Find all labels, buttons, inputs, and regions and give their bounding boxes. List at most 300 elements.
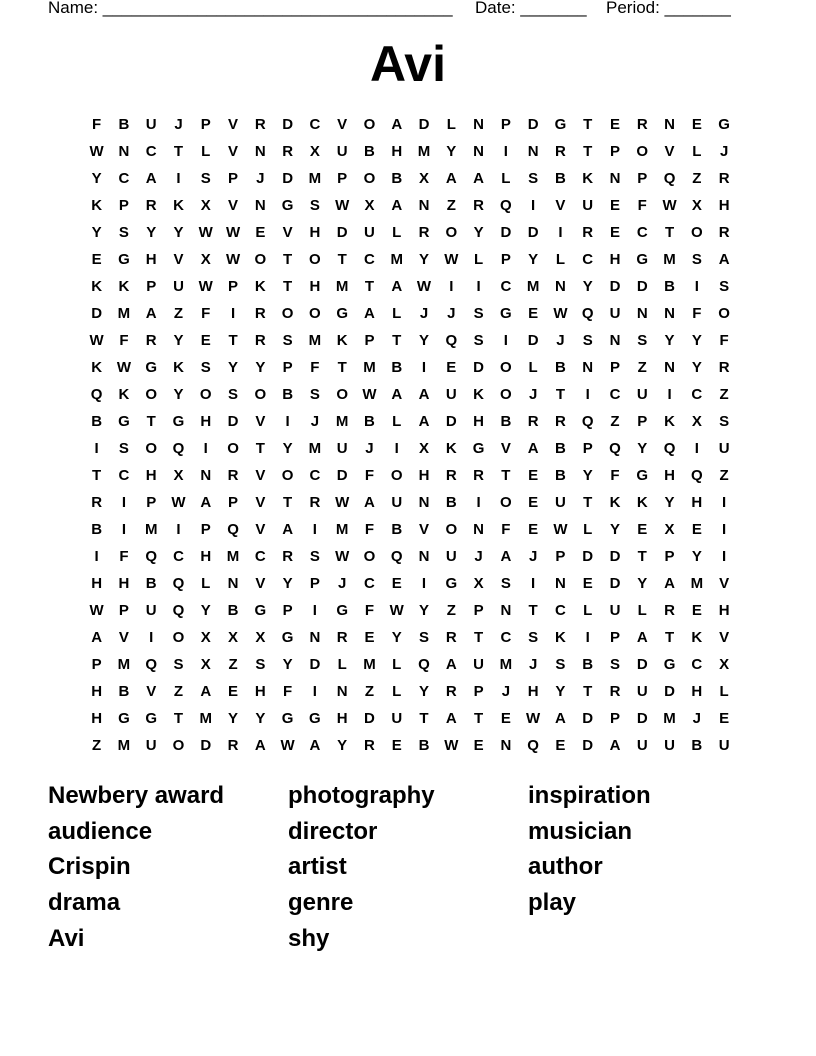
grid-cell[interactable]: E: [609, 116, 620, 133]
grid-cell[interactable]: C: [636, 224, 648, 241]
grid-cell[interactable]: S: [528, 170, 539, 187]
grid-cell[interactable]: A: [445, 656, 457, 673]
grid-cell[interactable]: R: [282, 143, 294, 160]
grid-cell[interactable]: F: [719, 332, 729, 349]
grid-cell[interactable]: E: [582, 575, 593, 592]
grid-cell[interactable]: T: [364, 278, 375, 295]
grid-cell[interactable]: S: [118, 440, 129, 457]
grid-cell[interactable]: J: [692, 710, 701, 727]
grid-cell[interactable]: I: [503, 332, 508, 349]
grid-cell[interactable]: S: [200, 359, 211, 376]
grid-cell[interactable]: A: [445, 710, 457, 727]
grid-cell[interactable]: U: [718, 737, 730, 754]
grid-cell[interactable]: V: [255, 521, 266, 538]
grid-cell[interactable]: U: [555, 494, 566, 511]
grid-cell[interactable]: J: [419, 305, 429, 322]
grid-cell[interactable]: W: [198, 224, 213, 241]
grid-cell[interactable]: N: [664, 305, 675, 322]
grid-cell[interactable]: B: [391, 359, 403, 376]
grid-cell[interactable]: S: [228, 386, 239, 403]
grid-cell[interactable]: O: [445, 521, 458, 538]
grid-cell[interactable]: Z: [719, 386, 729, 403]
grid-cell[interactable]: I: [722, 521, 727, 538]
grid-cell[interactable]: H: [718, 602, 730, 619]
grid-cell[interactable]: P: [118, 602, 129, 619]
grid-cell[interactable]: E: [500, 710, 511, 727]
grid-cell[interactable]: T: [583, 116, 593, 133]
grid-cell[interactable]: U: [636, 737, 648, 754]
grid-cell[interactable]: I: [176, 170, 181, 187]
grid-cell[interactable]: D: [364, 710, 375, 727]
grid-cell[interactable]: R: [664, 602, 675, 619]
grid-cell[interactable]: D: [609, 575, 621, 592]
grid-cell[interactable]: U: [145, 737, 157, 754]
grid-cell[interactable]: Y: [582, 467, 593, 484]
grid-cell[interactable]: B: [555, 170, 566, 187]
grid-cell[interactable]: P: [582, 440, 593, 457]
grid-cell[interactable]: Z: [228, 656, 238, 673]
grid-cell[interactable]: U: [609, 602, 621, 619]
grid-cell[interactable]: O: [500, 494, 512, 511]
grid-cell[interactable]: G: [118, 251, 130, 268]
grid-cell[interactable]: A: [609, 737, 621, 754]
grid-cell[interactable]: Q: [581, 305, 594, 322]
grid-cell[interactable]: X: [473, 575, 484, 592]
grid-cell[interactable]: K: [445, 440, 457, 457]
grid-cell[interactable]: L: [528, 359, 538, 376]
grid-cell[interactable]: K: [173, 359, 184, 376]
grid-cell[interactable]: L: [337, 656, 347, 673]
grid-cell[interactable]: K: [636, 494, 648, 511]
grid-cell[interactable]: O: [145, 440, 158, 457]
grid-cell[interactable]: Q: [527, 737, 539, 754]
grid-cell[interactable]: P: [282, 359, 293, 376]
grid-cell[interactable]: A: [364, 494, 375, 511]
grid-cell[interactable]: C: [364, 575, 375, 592]
grid-cell[interactable]: I: [722, 548, 727, 565]
grid-cell[interactable]: S: [500, 575, 511, 592]
grid-cell[interactable]: D: [445, 413, 457, 430]
grid-cell[interactable]: I: [312, 683, 317, 700]
grid-cell[interactable]: P: [200, 116, 211, 133]
grid-cell[interactable]: X: [719, 656, 730, 673]
grid-cell[interactable]: T: [473, 629, 484, 646]
grid-cell[interactable]: O: [363, 170, 376, 187]
grid-cell[interactable]: K: [582, 170, 594, 187]
grid-cell[interactable]: Y: [173, 386, 184, 403]
grid-cell[interactable]: H: [254, 683, 266, 700]
grid-cell[interactable]: H: [527, 683, 539, 700]
grid-cell[interactable]: R: [473, 197, 484, 214]
grid-cell[interactable]: R: [445, 629, 457, 646]
grid-cell[interactable]: G: [336, 305, 348, 322]
grid-cell[interactable]: Y: [664, 494, 675, 511]
grid-cell[interactable]: O: [145, 386, 158, 403]
grid-cell[interactable]: I: [694, 440, 699, 457]
grid-cell[interactable]: C: [173, 548, 184, 565]
grid-cell[interactable]: W: [389, 602, 404, 619]
grid-cell[interactable]: Y: [691, 548, 702, 565]
grid-cell[interactable]: V: [555, 197, 566, 214]
grid-cell[interactable]: M: [526, 278, 540, 295]
grid-cell[interactable]: J: [528, 386, 538, 403]
grid-cell[interactable]: M: [390, 251, 403, 268]
grid-cell[interactable]: Y: [446, 143, 457, 160]
grid-cell[interactable]: G: [281, 710, 294, 727]
grid-cell[interactable]: Y: [146, 224, 157, 241]
grid-cell[interactable]: A: [91, 629, 103, 646]
grid-cell[interactable]: U: [664, 737, 675, 754]
grid-cell[interactable]: P: [91, 656, 102, 673]
grid-cell[interactable]: L: [583, 521, 593, 538]
grid-cell[interactable]: P: [473, 602, 484, 619]
grid-cell[interactable]: X: [228, 629, 239, 646]
grid-cell[interactable]: J: [338, 575, 347, 592]
grid-cell[interactable]: F: [119, 548, 129, 565]
grid-cell[interactable]: W: [416, 278, 432, 295]
grid-cell[interactable]: E: [528, 467, 539, 484]
grid-cell[interactable]: U: [336, 143, 348, 160]
grid-cell[interactable]: T: [337, 251, 347, 268]
grid-cell[interactable]: E: [200, 332, 211, 349]
grid-cell[interactable]: F: [364, 521, 375, 538]
grid-cell[interactable]: B: [118, 683, 130, 700]
grid-cell[interactable]: D: [500, 224, 512, 241]
grid-cell[interactable]: C: [118, 467, 130, 484]
grid-cell[interactable]: W: [225, 224, 241, 241]
grid-cell[interactable]: U: [391, 710, 403, 727]
grid-cell[interactable]: A: [254, 737, 266, 754]
grid-cell[interactable]: M: [335, 521, 349, 538]
grid-cell[interactable]: M: [144, 521, 158, 538]
grid-cell[interactable]: C: [145, 143, 157, 160]
grid-cell[interactable]: A: [200, 683, 212, 700]
grid-cell[interactable]: A: [664, 575, 675, 592]
grid-cell[interactable]: T: [283, 251, 293, 268]
grid-cell[interactable]: S: [282, 332, 293, 349]
grid-cell[interactable]: E: [719, 710, 730, 727]
grid-cell[interactable]: M: [226, 548, 240, 565]
grid-cell[interactable]: L: [201, 143, 211, 160]
grid-cell[interactable]: G: [145, 359, 158, 376]
grid-cell[interactable]: A: [200, 494, 212, 511]
grid-cell[interactable]: S: [255, 656, 266, 673]
grid-cell[interactable]: N: [664, 116, 675, 133]
grid-cell[interactable]: T: [92, 467, 102, 484]
grid-cell[interactable]: F: [92, 116, 102, 133]
grid-cell[interactable]: C: [500, 278, 512, 295]
grid-cell[interactable]: P: [146, 278, 157, 295]
grid-cell[interactable]: V: [664, 143, 675, 160]
grid-cell[interactable]: M: [117, 305, 131, 322]
grid-cell[interactable]: M: [417, 143, 431, 160]
grid-cell[interactable]: U: [336, 440, 348, 457]
grid-cell[interactable]: U: [145, 602, 157, 619]
grid-cell[interactable]: K: [609, 494, 621, 511]
grid-cell[interactable]: Z: [173, 305, 184, 322]
grid-cell[interactable]: Z: [173, 683, 184, 700]
grid-cell[interactable]: C: [309, 116, 321, 133]
grid-cell[interactable]: C: [582, 251, 594, 268]
grid-cell[interactable]: V: [282, 224, 293, 241]
grid-cell[interactable]: E: [528, 305, 539, 322]
grid-cell[interactable]: M: [308, 332, 322, 349]
grid-cell[interactable]: A: [718, 251, 730, 268]
grid-cell[interactable]: E: [609, 197, 620, 214]
grid-cell[interactable]: M: [690, 575, 704, 592]
grid-cell[interactable]: P: [118, 197, 129, 214]
grid-cell[interactable]: L: [392, 305, 402, 322]
grid-cell[interactable]: Y: [637, 575, 648, 592]
grid-cell[interactable]: H: [473, 413, 484, 430]
grid-cell[interactable]: L: [446, 116, 456, 133]
grid-cell[interactable]: A: [445, 170, 457, 187]
grid-cell[interactable]: G: [172, 413, 185, 430]
grid-cell[interactable]: Y: [91, 170, 102, 187]
grid-cell[interactable]: N: [473, 116, 484, 133]
grid-cell[interactable]: G: [118, 710, 130, 727]
grid-cell[interactable]: H: [145, 251, 157, 268]
grid-cell[interactable]: G: [636, 251, 649, 268]
grid-cell[interactable]: O: [281, 467, 294, 484]
grid-cell[interactable]: M: [308, 440, 322, 457]
grid-cell[interactable]: J: [528, 656, 538, 673]
grid-cell[interactable]: Q: [172, 575, 185, 592]
grid-cell[interactable]: I: [585, 629, 590, 646]
grid-cell[interactable]: Q: [145, 656, 158, 673]
grid-cell[interactable]: I: [558, 224, 563, 241]
grid-cell[interactable]: P: [473, 683, 484, 700]
grid-cell[interactable]: J: [501, 683, 511, 700]
grid-cell[interactable]: F: [310, 359, 320, 376]
grid-cell[interactable]: D: [336, 224, 348, 241]
grid-cell[interactable]: R: [718, 170, 730, 187]
grid-cell[interactable]: D: [636, 278, 648, 295]
grid-cell[interactable]: F: [692, 305, 702, 322]
grid-cell[interactable]: H: [309, 224, 321, 241]
grid-cell[interactable]: F: [364, 467, 375, 484]
grid-cell[interactable]: P: [609, 629, 620, 646]
grid-cell[interactable]: O: [172, 629, 185, 646]
grid-cell[interactable]: W: [335, 494, 350, 511]
grid-cell[interactable]: Q: [663, 170, 676, 187]
grid-cell[interactable]: V: [500, 440, 511, 457]
grid-cell[interactable]: Y: [419, 251, 430, 268]
grid-cell[interactable]: F: [610, 467, 620, 484]
grid-cell[interactable]: D: [227, 413, 239, 430]
grid-cell[interactable]: N: [118, 143, 130, 160]
grid-cell[interactable]: I: [149, 629, 154, 646]
grid-cell[interactable]: W: [225, 251, 241, 268]
grid-cell[interactable]: T: [228, 332, 238, 349]
grid-cell[interactable]: Q: [690, 467, 703, 484]
grid-cell[interactable]: Y: [637, 440, 648, 457]
grid-cell[interactable]: Z: [692, 170, 702, 187]
grid-cell[interactable]: I: [312, 602, 317, 619]
grid-cell[interactable]: H: [691, 683, 703, 700]
grid-cell[interactable]: E: [555, 737, 566, 754]
grid-cell[interactable]: A: [364, 305, 375, 322]
grid-cell[interactable]: Z: [92, 737, 102, 754]
grid-cell[interactable]: O: [363, 548, 376, 565]
grid-cell[interactable]: H: [336, 710, 348, 727]
grid-cell[interactable]: D: [282, 170, 294, 187]
grid-cell[interactable]: A: [282, 521, 294, 538]
grid-cell[interactable]: S: [555, 656, 566, 673]
grid-cell[interactable]: N: [609, 170, 621, 187]
grid-cell[interactable]: Y: [391, 629, 402, 646]
grid-cell[interactable]: Y: [173, 224, 184, 241]
grid-cell[interactable]: D: [527, 224, 539, 241]
grid-cell[interactable]: E: [691, 521, 702, 538]
grid-cell[interactable]: J: [528, 548, 538, 565]
grid-cell[interactable]: B: [691, 737, 703, 754]
grid-cell[interactable]: B: [227, 602, 239, 619]
grid-cell[interactable]: A: [418, 386, 430, 403]
grid-cell[interactable]: V: [146, 683, 157, 700]
grid-cell[interactable]: O: [254, 251, 267, 268]
grid-cell[interactable]: E: [391, 575, 402, 592]
grid-cell[interactable]: N: [200, 467, 212, 484]
grid-cell[interactable]: T: [583, 494, 593, 511]
grid-cell[interactable]: H: [609, 251, 621, 268]
grid-cell[interactable]: Y: [228, 359, 239, 376]
grid-cell[interactable]: N: [500, 737, 512, 754]
grid-cell[interactable]: N: [500, 602, 512, 619]
grid-cell[interactable]: N: [254, 143, 266, 160]
grid-cell[interactable]: X: [419, 440, 430, 457]
grid-cell[interactable]: T: [392, 332, 402, 349]
grid-cell[interactable]: Y: [419, 683, 430, 700]
grid-cell[interactable]: I: [531, 197, 536, 214]
grid-cell[interactable]: R: [145, 332, 157, 349]
grid-cell[interactable]: K: [254, 278, 266, 295]
grid-cell[interactable]: Y: [555, 683, 566, 700]
grid-cell[interactable]: H: [418, 467, 430, 484]
grid-cell[interactable]: T: [146, 413, 156, 430]
grid-cell[interactable]: K: [555, 629, 566, 646]
grid-cell[interactable]: N: [336, 683, 348, 700]
grid-cell[interactable]: L: [392, 683, 402, 700]
grid-cell[interactable]: K: [691, 629, 703, 646]
grid-cell[interactable]: G: [254, 602, 267, 619]
grid-cell[interactable]: O: [690, 224, 703, 241]
grid-cell[interactable]: G: [281, 629, 294, 646]
grid-cell[interactable]: O: [718, 305, 730, 322]
grid-cell[interactable]: K: [336, 332, 348, 349]
grid-cell[interactable]: Y: [609, 521, 620, 538]
grid-cell[interactable]: M: [308, 170, 322, 187]
grid-cell[interactable]: F: [201, 305, 211, 322]
grid-cell[interactable]: S: [309, 386, 320, 403]
grid-cell[interactable]: Y: [255, 359, 266, 376]
grid-cell[interactable]: Y: [228, 710, 239, 727]
grid-cell[interactable]: H: [118, 575, 130, 592]
grid-cell[interactable]: H: [691, 494, 703, 511]
grid-cell[interactable]: H: [391, 143, 403, 160]
grid-cell[interactable]: F: [501, 521, 511, 538]
grid-cell[interactable]: L: [392, 224, 402, 241]
grid-cell[interactable]: S: [691, 251, 702, 268]
grid-cell[interactable]: I: [203, 440, 208, 457]
grid-cell[interactable]: Q: [390, 548, 403, 565]
grid-cell[interactable]: X: [200, 197, 211, 214]
grid-cell[interactable]: V: [719, 629, 730, 646]
grid-cell[interactable]: V: [228, 116, 239, 133]
grid-cell[interactable]: M: [117, 737, 131, 754]
grid-cell[interactable]: N: [473, 521, 484, 538]
grid-cell[interactable]: A: [391, 197, 403, 214]
grid-cell[interactable]: U: [582, 197, 594, 214]
grid-cell[interactable]: T: [337, 359, 347, 376]
grid-cell[interactable]: E: [691, 602, 702, 619]
grid-cell[interactable]: Y: [173, 332, 184, 349]
grid-cell[interactable]: V: [337, 116, 348, 133]
grid-cell[interactable]: X: [691, 197, 702, 214]
grid-cell[interactable]: I: [503, 143, 508, 160]
grid-cell[interactable]: E: [364, 629, 375, 646]
grid-cell[interactable]: P: [500, 116, 511, 133]
grid-cell[interactable]: H: [718, 197, 730, 214]
grid-cell[interactable]: B: [364, 143, 375, 160]
grid-cell[interactable]: H: [664, 467, 675, 484]
grid-cell[interactable]: K: [664, 413, 675, 430]
grid-cell[interactable]: B: [282, 386, 294, 403]
grid-cell[interactable]: K: [91, 359, 103, 376]
grid-cell[interactable]: J: [310, 413, 320, 430]
grid-cell[interactable]: M: [335, 413, 349, 430]
grid-cell[interactable]: Y: [691, 332, 702, 349]
grid-cell[interactable]: A: [636, 629, 648, 646]
grid-cell[interactable]: N: [418, 494, 430, 511]
grid-cell[interactable]: A: [473, 170, 484, 187]
grid-cell[interactable]: V: [255, 413, 266, 430]
grid-cell[interactable]: R: [91, 494, 103, 511]
grid-cell[interactable]: D: [527, 332, 539, 349]
grid-cell[interactable]: Y: [691, 359, 702, 376]
grid-cell[interactable]: W: [89, 332, 104, 349]
grid-cell[interactable]: Q: [172, 440, 185, 457]
grid-cell[interactable]: X: [419, 170, 430, 187]
grid-cell[interactable]: S: [309, 548, 320, 565]
grid-cell[interactable]: D: [582, 710, 594, 727]
grid-cell[interactable]: X: [200, 656, 211, 673]
grid-cell[interactable]: Y: [200, 602, 211, 619]
grid-cell[interactable]: X: [309, 143, 320, 160]
grid-cell[interactable]: K: [473, 386, 484, 403]
grid-cell[interactable]: Y: [419, 332, 430, 349]
grid-cell[interactable]: D: [200, 737, 212, 754]
grid-cell[interactable]: P: [555, 548, 566, 565]
grid-cell[interactable]: M: [499, 656, 513, 673]
grid-cell[interactable]: T: [637, 548, 647, 565]
grid-cell[interactable]: T: [283, 278, 293, 295]
grid-cell[interactable]: D: [527, 116, 539, 133]
grid-cell[interactable]: L: [637, 602, 647, 619]
grid-cell[interactable]: G: [554, 116, 567, 133]
grid-cell[interactable]: J: [719, 143, 729, 160]
grid-cell[interactable]: W: [116, 359, 131, 376]
grid-cell[interactable]: R: [309, 494, 321, 511]
grid-cell[interactable]: X: [200, 251, 211, 268]
grid-cell[interactable]: D: [664, 683, 675, 700]
grid-cell[interactable]: N: [227, 575, 239, 592]
grid-cell[interactable]: R: [445, 683, 457, 700]
grid-cell[interactable]: P: [364, 332, 375, 349]
grid-cell[interactable]: L: [392, 656, 402, 673]
grid-cell[interactable]: A: [391, 386, 403, 403]
grid-cell[interactable]: I: [694, 278, 699, 295]
